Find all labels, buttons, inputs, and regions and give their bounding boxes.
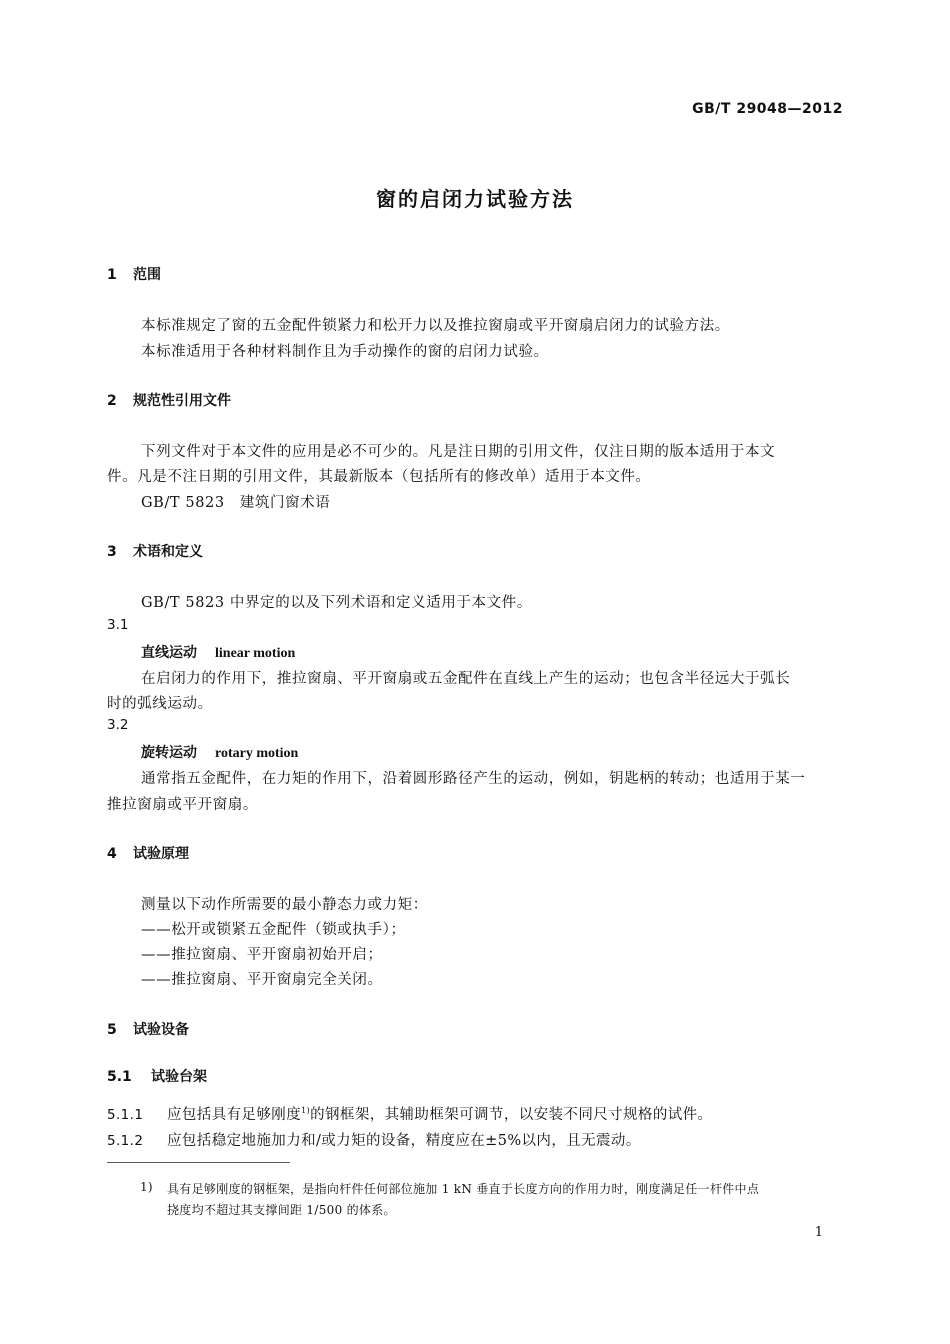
section-number: 5 (107, 1022, 117, 1038)
clause-5-1-1 (107, 1103, 712, 1124)
list-item: ——松开或锁紧五金配件（锁或执手）； (141, 922, 406, 938)
normative-reference: GB/T 5823 建筑门窗术语 (141, 495, 331, 511)
section-number: 2 (107, 393, 117, 409)
term-definition: 通常指五金配件，在力矩的作用下，沿着圆形路径产生的运动，例如，钥匙柄的转动；也适用于某一 (141, 771, 806, 787)
clause-number: 5.1.2 (107, 1133, 144, 1149)
clause-text-post: 的钢框架，其辅助框架可调节，以安装不同尺寸规格的试件。 (310, 1107, 713, 1123)
footnote-text: 挠度均不超过其支撑间距 1/500 的体系。 (167, 1203, 396, 1217)
document-number: GB/T 29048—2012 (692, 101, 843, 117)
term-heading (141, 742, 298, 762)
section-title: 试验设备 (133, 1022, 189, 1038)
section-2-heading (107, 390, 231, 410)
section-title: 试验原理 (133, 846, 189, 862)
footnote-reference[interactable]: 1) (301, 1106, 311, 1116)
clause-5-1-2 (107, 1129, 641, 1150)
page-number: 1 (814, 1225, 823, 1240)
section-3-heading (107, 541, 203, 561)
subsection-title: 试验台架 (151, 1069, 207, 1085)
section-title: 规范性引用文件 (133, 393, 231, 409)
term-definition: 推拉窗扇或平开窗扇。 (107, 797, 258, 813)
term-zh: 直线运动 (141, 645, 197, 661)
section-4-heading (107, 843, 189, 863)
clause-text: 应包括稳定地施加力和/或力矩的设备，精度应在±5%以内，且无震动。 (167, 1133, 641, 1149)
list-item: ——推拉窗扇、平开窗扇初始开启； (141, 947, 383, 963)
paragraph: 本标准适用于各种材料制作且为手动操作的窗的启闭力试验。 (141, 344, 549, 360)
paragraph: 测量以下动作所需要的最小静态力或力矩： (141, 897, 428, 913)
term-heading (141, 642, 295, 662)
section-number: 1 (107, 267, 117, 283)
section-1-heading (107, 264, 161, 284)
clause-text-pre: 应包括具有足够刚度 (167, 1107, 302, 1123)
subsection-number: 5.1 (107, 1069, 132, 1085)
subsection-5-1-heading (107, 1066, 207, 1086)
page-title: 窗的启闭力试验方法 (376, 187, 574, 211)
section-5-heading (107, 1019, 189, 1039)
section-title: 术语和定义 (133, 544, 203, 560)
term-en: rotary motion (215, 746, 299, 761)
term-zh: 旋转运动 (141, 745, 197, 761)
footnote-separator (107, 1162, 290, 1163)
term-number: 3.1 (107, 617, 129, 633)
footnote-mark: 1) (140, 1180, 153, 1194)
paragraph: GB/T 5823 中界定的以及下列术语和定义适用于本文件。 (141, 595, 532, 611)
list-item: ——推拉窗扇、平开窗扇完全关闭。 (141, 972, 383, 988)
section-number: 4 (107, 846, 117, 862)
term-number: 3.2 (107, 717, 129, 733)
term-definition: 在启闭力的作用下，推拉窗扇、平开窗扇或五金配件在直线上产生的运动；也包含半径远大于弧长 (141, 671, 791, 687)
section-title: 范围 (133, 267, 161, 283)
section-number: 3 (107, 544, 117, 560)
clause-number: 5.1.1 (107, 1107, 144, 1123)
footnote-text: 具有足够刚度的钢框架，是指向杆件任何部位施加 1 kN 垂直于长度方向的作用力时，刚度满足任一杆件中点 (167, 1182, 760, 1196)
paragraph: 本标准规定了窗的五金配件锁紧力和松开力以及推拉窗扇或平开窗扇启闭力的试验方法。 (141, 318, 730, 334)
paragraph: 件。凡是不注日期的引用文件，其最新版本（包括所有的修改单）适用于本文件。 (107, 469, 651, 485)
paragraph: 下列文件对于本文件的应用是必不可少的。凡是注日期的引用文件，仅注日期的版本适用于本文 (141, 444, 776, 460)
term-definition: 时的弧线运动。 (107, 696, 213, 712)
term-en: linear motion (215, 646, 296, 661)
